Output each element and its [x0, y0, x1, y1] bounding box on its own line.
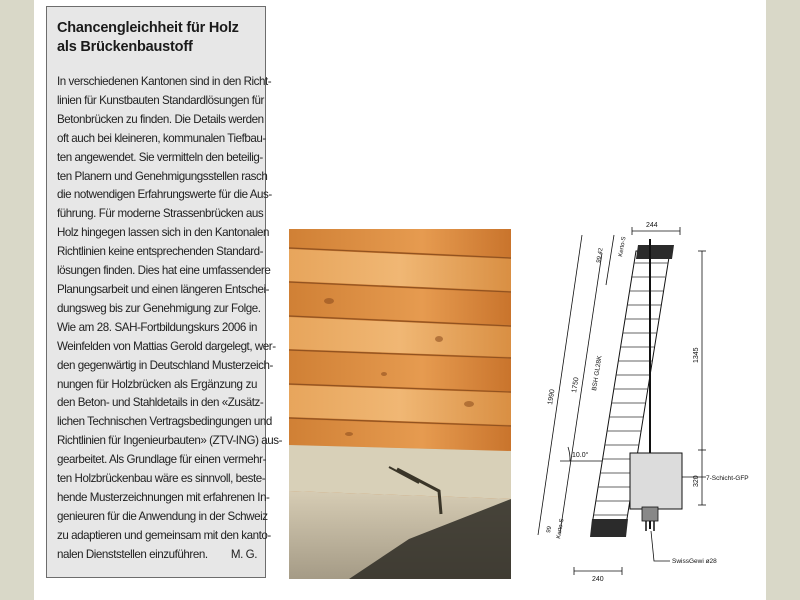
body-line: Richtlinien keine entsprechenden Standard- [57, 245, 264, 259]
technical-drawing-svg [530, 215, 760, 585]
body-line: nungen für Holzbrücken als Ergänzung zu [57, 377, 257, 391]
body-line: Wie am 28. SAH-Fortbildungskurs 2006 in [57, 320, 257, 334]
label-material: BSH GL28K [591, 355, 604, 392]
sidebar-title-line: als Brückenbaustoff [57, 39, 193, 55]
body-line: dungsweg bis zur Genehmigung zur Folge. [57, 301, 261, 315]
body-line: lösungen finden. Dies hat eine umfassendere [57, 264, 271, 278]
body-line: Betonbrücken zu finden. Die Details werden [57, 112, 264, 126]
label-plate: 7-Schicht-GFP [706, 475, 749, 482]
body-line: zu adaptieren und gemeinsam mit den kanto- [57, 528, 271, 542]
label-dim-top-left: 99 42 [596, 247, 605, 264]
label-dim-right-lower: 320 [693, 475, 700, 487]
body-line: lichen Technischen Vertragsbedingungen und [57, 415, 272, 429]
body-line: die notwendigen Erfahrungswerte für die Aus- [57, 188, 272, 202]
label-dim-bottom-left: 99 [546, 525, 554, 534]
sidebar-box [46, 6, 283, 578]
body-line: oft auch bei kleineren, kommunalen Tiefbau- [57, 131, 266, 145]
body-line: hende Musterzeichnungen mit erfahrenen In- [57, 490, 270, 504]
body-line: ten angewendet. Sie vermitteln den beteilig- [57, 150, 263, 164]
body-line-last [57, 546, 257, 565]
body-line: den gegenwärtig in Deutschland Musterzeich- [57, 358, 273, 372]
gfp-plate [630, 453, 682, 509]
label-dim-right-upper: 1345 [693, 347, 700, 363]
body-line: Richtlinien für Ingenieurbauten» (ZTV-ING) aus- [57, 434, 283, 448]
body-line: führung. Für moderne Strassenbrücken aus [57, 207, 264, 221]
label-dim-inner: 1750 [571, 376, 581, 394]
dim-line-inner [560, 253, 602, 533]
label-dim-total: 1990 [547, 388, 557, 406]
body-line: Planungsarbeit und einen längeren Entschei- [57, 282, 270, 296]
body-line: gearbeitet. Als Grundlage für einen vermehr- [57, 453, 266, 467]
body-line: genieuren für die Anwendung in der Schweiz [57, 509, 268, 523]
body-line: Holz hingegen lassen sich in den Kantonalen [57, 226, 270, 240]
body-line: In verschiedenen Kantonen sind in den Richt- [57, 75, 272, 88]
body-last-text: nalen Dienststellen einzuführen. [57, 547, 208, 561]
label-angle: 10.0° [572, 452, 589, 459]
label-kerto-bottom: Kerto-S [556, 518, 566, 540]
timber-column [590, 239, 706, 561]
sidebar-title-line: Chancengleichheit für Holz [57, 20, 239, 36]
body-line: linien für Kunstbauten Standardlösungen für [57, 93, 264, 107]
body-line: Weinfelden von Mattias Gerold dargelegt, wer- [57, 339, 276, 353]
signature: M. G. [230, 547, 257, 561]
technical-drawing [530, 215, 760, 585]
body-line: ten Holzbrückenbau wäre es sinnvoll, beste- [57, 472, 266, 486]
body-line: ten Planern und Genehmigungsstellen rasch [57, 169, 268, 183]
label-dim-bottom: 240 [592, 576, 604, 583]
wood-planks-image [289, 229, 511, 579]
label-dim-top: 244 [646, 222, 658, 229]
body-line: den Beton- und Stahldetails in den «Zusätz- [57, 396, 264, 410]
sidebar-body [57, 73, 283, 565]
wood-planks-photo [289, 229, 511, 579]
label-rod: SwissGewi ø28 [672, 558, 717, 565]
sidebar-title [57, 19, 257, 57]
label-kerto-top: Kerto-S [618, 236, 628, 258]
